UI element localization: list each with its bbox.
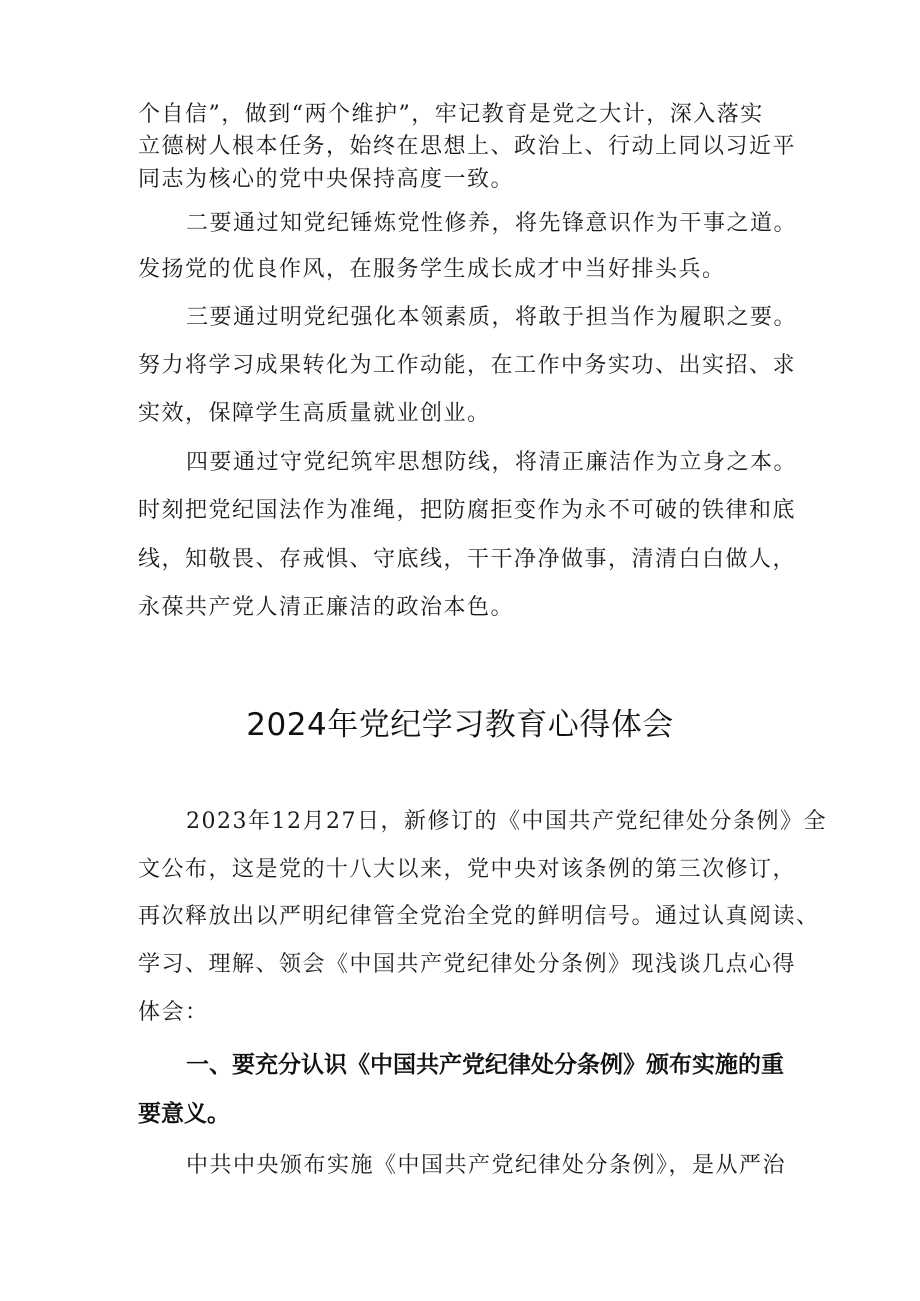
- paragraph-line: 三要通过明党纪强化本领素质，将敢于担当作为履职之要。: [186, 305, 798, 330]
- paragraph-line: 努力将学习成果转化为工作动能，在工作中务实功、出实招、求: [138, 353, 797, 378]
- paragraph-line: 时刻把党纪国法作为准绳，把防腐拒变作为永不可破的铁律和底: [138, 498, 797, 523]
- paragraph-line: 同志为核心的党中央保持高度一致。: [138, 167, 515, 192]
- article-title: 2024年党纪学习教育心得体会: [246, 707, 674, 743]
- paragraph-line: 文公布，这是党的十八大以来，党中央对该条例的第三次修订，: [138, 857, 797, 882]
- section-heading: 要意义。: [138, 1101, 230, 1127]
- paragraph-line: 中共中央颁布实施《中国共产党纪律处分条例》，是从严治: [186, 1153, 787, 1178]
- paragraph-line: 体会：: [138, 1000, 209, 1025]
- paragraph-line: 实效，保障学生高质量就业创业。: [138, 401, 491, 426]
- paragraph-line: 学习、理解、领会《中国共产党纪律处分条例》现浅谈几点心得: [138, 952, 797, 977]
- paragraph-line: 个自信”，做到“两个维护”，牢记教育是党之大计，深入落实: [138, 102, 764, 127]
- paragraph-line: 发扬党的优良作风，在服务学生成长成才中当好排头兵。: [138, 257, 726, 282]
- paragraph-line: 再次释放出以严明纪律管全党治全党的鲜明信号。通过认真阅读、: [138, 904, 820, 929]
- paragraph-line: 线，知敬畏、存戒惧、守底线，干干净净做事，清清白白做人，: [138, 547, 797, 572]
- paragraph-line: 二要通过知党纪锤炼党性修养，将先锋意识作为干事之道。: [186, 211, 798, 236]
- paragraph-line: 四要通过守党纪筑牢思想防线，将清正廉洁作为立身之本。: [186, 450, 798, 475]
- paragraph-line: 立德树人根本任务，始终在思想上、政治上、行动上同以习近平: [138, 134, 797, 159]
- section-heading: 一、要充分认识《中国共产党纪律处分条例》颁布实施的重: [186, 1052, 784, 1078]
- paragraph-line: 2023年12月27日，新修订的《中国共产党纪律处分条例》全: [186, 809, 827, 834]
- paragraph-line: 永葆共产党人清正廉洁的政治本色。: [138, 595, 515, 620]
